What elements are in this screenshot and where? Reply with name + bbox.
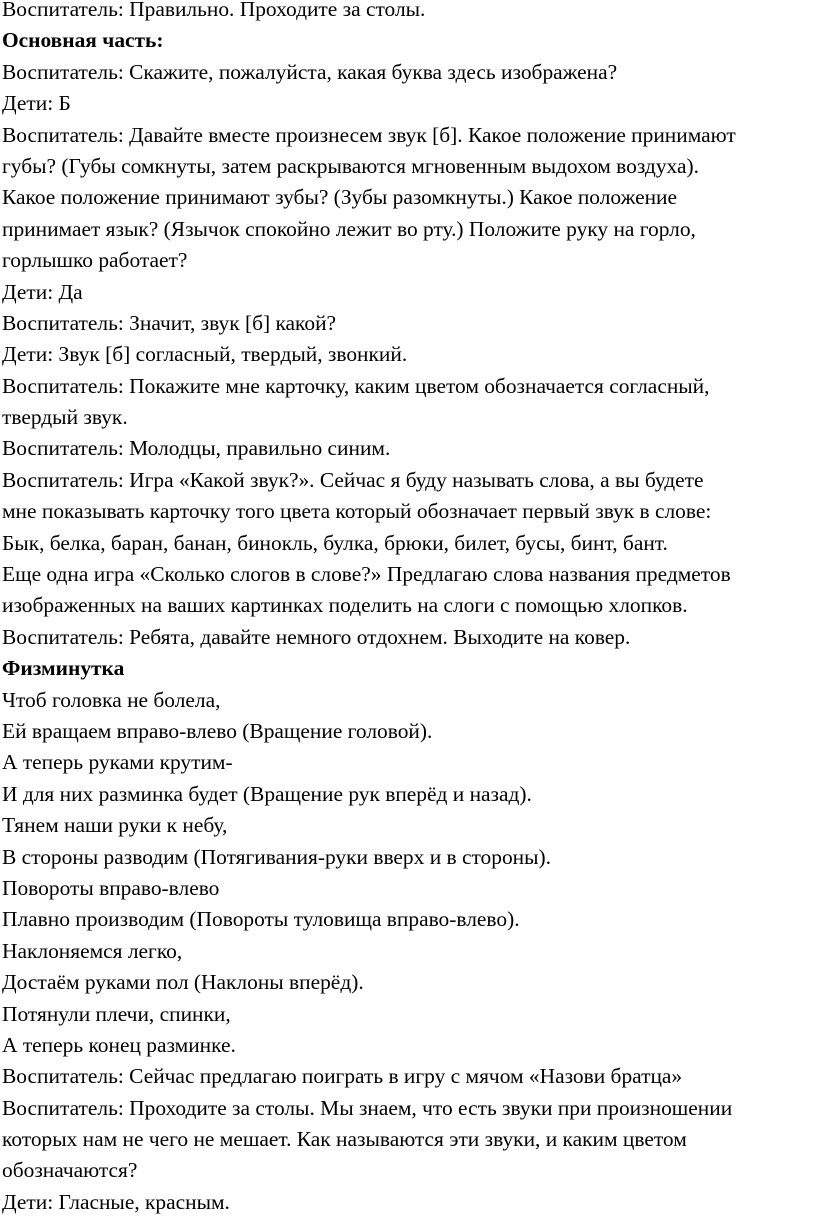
text-line: мне показывать карточку того цвета который обозначает первый звук в слове: bbox=[2, 499, 712, 524]
text-line: изображенных на ваших картинках поделить на слоги с помощью хлопков. bbox=[2, 593, 688, 618]
text-line: Дети: Да bbox=[2, 279, 83, 304]
text-line: Еще одна игра «Сколько слогов в слове?» Предлагаю слова названия предметов bbox=[2, 562, 731, 587]
section-heading: Физминутка bbox=[2, 656, 125, 681]
text-line: обозначаются? bbox=[2, 1158, 138, 1183]
text-line: твердый звук. bbox=[2, 405, 128, 430]
text-line: Воспитатель: Игра «Какой звук?». Сейчас я буду называть слова, а вы будете bbox=[2, 467, 704, 492]
text-line: Плавно производим (Повороты туловища вправо-влево). bbox=[2, 907, 520, 932]
text-line: Дети: Гласные, красным. bbox=[2, 1189, 230, 1214]
text-line: Какое положение принимают зубы? (Зубы разомкнуты.) Какое положение bbox=[2, 185, 678, 210]
text-line: Воспитатель: Сейчас предлагаю поиграть в игру с мячом «Назови братца» bbox=[2, 1064, 683, 1089]
text-line: Воспитатель: Молодцы, правильно синим. bbox=[2, 436, 391, 461]
text-line: которых нам не чего не мешает. Как называются эти звуки, и каким цветом bbox=[2, 1127, 687, 1152]
text-line: губы? (Губы сомкнуты, затем раскрываются мгновенным выдохом воздуха). bbox=[2, 153, 699, 178]
section-heading: Основная часть: bbox=[2, 28, 164, 53]
text-line: Дети: Б bbox=[2, 91, 71, 116]
text-line: Тянем наши руки к небу, bbox=[2, 813, 228, 838]
text-line: Наклоняемся легко, bbox=[2, 938, 183, 963]
text-line: В стороны разводим (Потягивания-руки вверх и в стороны). bbox=[2, 844, 552, 869]
text-line: Дети: Звук [б] согласный, твердый, звонкий. bbox=[2, 342, 408, 367]
text-line: Воспитатель: Давайте вместе произнесем звук [б]. Какое положение принимают bbox=[2, 122, 736, 147]
text-line: Воспитатель: Ребята, давайте немного отдохнем. Выходите на ковер. bbox=[2, 624, 631, 649]
text-line: Воспитатель: Скажите, пожалуйста, какая буква здесь изображена? bbox=[2, 59, 618, 84]
text-line: Потянули плечи, спинки, bbox=[2, 1001, 231, 1026]
text-line: Воспитатель: Проходите за столы. Мы знаем, что есть звуки при произношении bbox=[2, 1095, 733, 1120]
text-line: Ей вращаем вправо-влево (Вращение головой). bbox=[2, 718, 433, 743]
text-line: Бык, белка, баран, банан, бинокль, булка, брюки, билет, бусы, бинт, бант. bbox=[2, 530, 668, 555]
text-line: Достаём руками пол (Наклоны вперёд). bbox=[2, 970, 364, 995]
text-line: А теперь конец разминке. bbox=[2, 1032, 236, 1057]
text-line: Чтоб головка не болела, bbox=[2, 687, 221, 712]
text-line: Повороты вправо-влево bbox=[2, 875, 220, 900]
text-line: Воспитатель: Значит, звук [б] какой? bbox=[2, 310, 337, 335]
text-line: А теперь руками крутим- bbox=[2, 750, 233, 775]
text-line: Воспитатель: Покажите мне карточку, каким цветом обозначается согласный, bbox=[2, 373, 710, 398]
text-line: И для них разминка будет (Вращение рук вперёд и назад). bbox=[2, 781, 532, 806]
text-line: Воспитатель: Правильно. Проходите за столы. bbox=[2, 0, 426, 21]
text-line: принимает язык? (Язычок спокойно лежит во рту.) Положите руку на горло, bbox=[2, 216, 696, 241]
text-line: горлышко работает? bbox=[2, 248, 188, 273]
